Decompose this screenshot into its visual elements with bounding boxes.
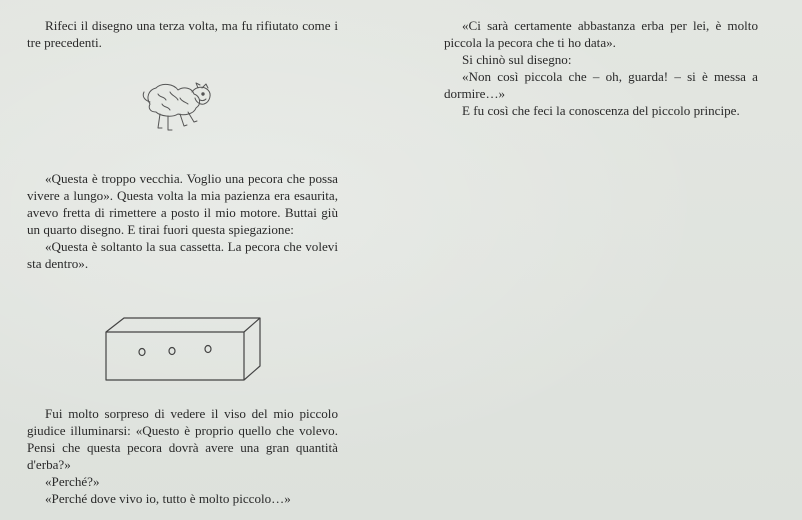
paragraph: «Questa è soltanto la sua cassetta. La pecora che volevi sta dentro». <box>27 239 338 271</box>
paragraph: «Ci sarà certamente abbastanza erba per lei, è molto piccola la pecora che ti ho data». <box>444 18 758 50</box>
paragraph: «Perché dove vivo io, tutto è molto piccolo…» <box>45 491 291 506</box>
paragraph: E fu così che feci la conoscenza del piccolo principe. <box>462 103 740 118</box>
box-with-holes-icon <box>100 312 264 384</box>
paragraph: Rifeci il disegno una terza volta, ma fu rifiutato come i tre precedenti. <box>27 18 338 50</box>
paragraph: Fui molto sorpreso di vedere il viso del mio piccolo giudice illuminarsi: «Questo è proprio quello che volevo. Pensi che questa pecora dovrà avere una gran quantità d'erba?» <box>27 406 338 472</box>
left-column-bottom <box>27 405 338 507</box>
paragraph: «Non così piccola che – oh, guarda! – si è messa a dormire…» <box>444 69 758 101</box>
paragraph: Si chinò sul disegno: <box>462 52 572 67</box>
left-column-top <box>27 17 338 51</box>
paragraph: «Perché?» <box>45 474 100 489</box>
sheep-drawing-icon <box>140 74 216 136</box>
right-column <box>444 17 758 119</box>
paragraph: «Questa è troppo vecchia. Voglio una pecora che possa vivere a lungo». Questa volta la mia pazienza era esaurita, avevo fretta di rimettere a posto il mio motore. Buttai giù un quarto disegno. E tirai fuori questa spiegazione: <box>27 171 338 237</box>
left-column-middle <box>27 170 338 272</box>
